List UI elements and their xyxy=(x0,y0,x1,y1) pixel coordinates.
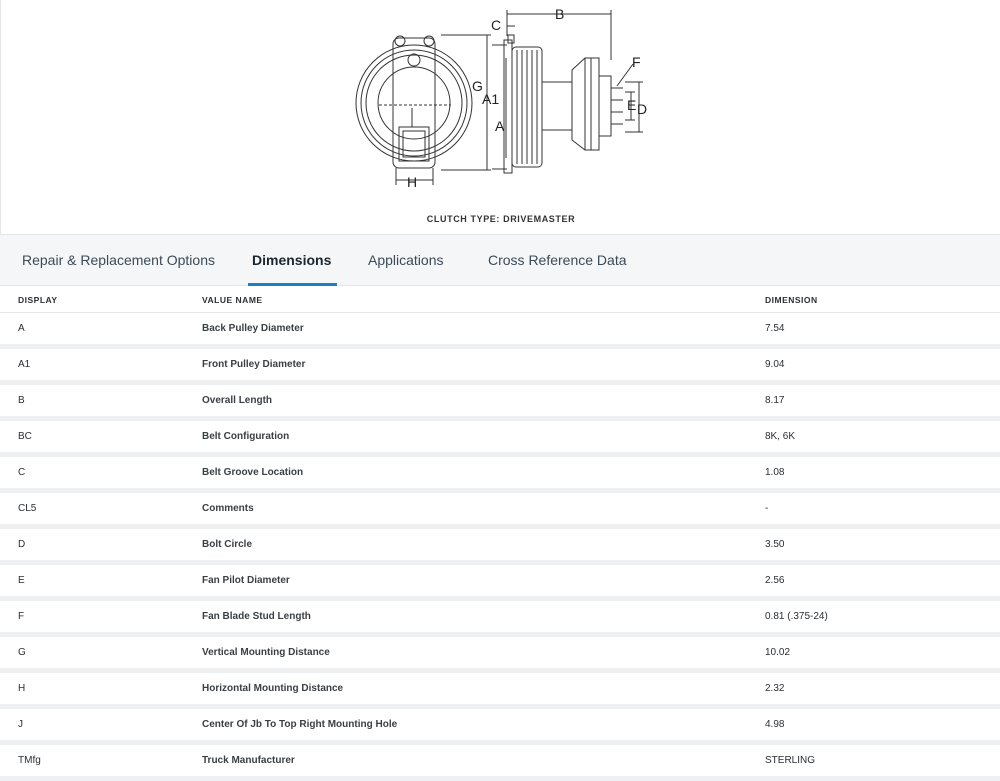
cell-value-name: Comments xyxy=(202,503,254,514)
tab-dimensions[interactable]: Dimensions xyxy=(252,235,331,285)
table-row xyxy=(0,349,1000,385)
table-row xyxy=(0,565,1000,601)
cell-display: TMfg xyxy=(18,755,41,766)
cell-display: A xyxy=(18,323,25,334)
table-row xyxy=(0,637,1000,673)
cell-display: H xyxy=(18,683,26,694)
cell-value-name: Belt Groove Location xyxy=(202,467,304,478)
tab-applications[interactable]: Applications xyxy=(368,252,444,268)
cell-dimension: 4.98 xyxy=(765,719,785,730)
header-value-name: VALUE NAME xyxy=(202,295,263,305)
cell-value-name: Horizontal Mounting Distance xyxy=(202,683,344,694)
cell-display: A1 xyxy=(18,359,31,370)
table-row xyxy=(0,313,1000,349)
table-row xyxy=(0,421,1000,457)
table-row xyxy=(0,601,1000,637)
label-f: F xyxy=(632,54,641,70)
header-dimension: DIMENSION xyxy=(765,295,818,305)
cell-dimension: 9.04 xyxy=(765,359,785,370)
cell-dimension: 1.08 xyxy=(765,467,785,478)
cell-value-name: Back Pulley Diameter xyxy=(202,323,304,334)
cell-value-name: Center Of Jb To Top Right Mounting Hole xyxy=(202,719,398,730)
cell-dimension: - xyxy=(765,503,769,514)
cell-dimension: 2.32 xyxy=(765,683,785,694)
cell-dimension: 0.81 (.375-24) xyxy=(765,611,828,622)
cell-value-name: Vertical Mounting Distance xyxy=(202,647,330,658)
cell-display: F xyxy=(18,611,25,622)
table-row xyxy=(0,709,1000,745)
cell-value-name: Bolt Circle xyxy=(202,539,253,550)
cell-display: CL5 xyxy=(18,503,37,514)
cell-dimension: 7.54 xyxy=(765,323,785,334)
label-e: E xyxy=(627,97,637,113)
table-header xyxy=(0,286,1000,313)
cell-dimension: 3.50 xyxy=(765,539,785,550)
cell-dimension: 8.17 xyxy=(765,395,785,406)
table-row xyxy=(0,385,1000,421)
cell-dimension: 2.56 xyxy=(765,575,785,586)
header-display: DISPLAY xyxy=(18,295,58,305)
label-a1: A1 xyxy=(482,91,500,107)
label-h: H xyxy=(407,174,418,190)
cell-display: D xyxy=(18,539,26,550)
cell-dimension: STERLING xyxy=(765,755,816,766)
label-a: A xyxy=(495,118,505,134)
table-row xyxy=(0,493,1000,529)
cell-dimension: 8K, 6K xyxy=(765,431,796,442)
cell-display: J xyxy=(18,719,23,730)
cell-display: G xyxy=(18,647,26,658)
cell-value-name: Front Pulley Diameter xyxy=(202,359,306,370)
tab-cross-reference[interactable]: Cross Reference Data xyxy=(488,252,627,268)
cell-value-name: Overall Length xyxy=(202,395,273,406)
label-d: D xyxy=(637,101,648,117)
label-b: B xyxy=(555,6,565,22)
cell-display: E xyxy=(18,575,25,586)
tab-bar xyxy=(0,234,1000,286)
cell-display: C xyxy=(18,467,26,478)
cell-value-name: Belt Configuration xyxy=(202,431,290,442)
clutch-diagram xyxy=(0,0,1000,234)
dimensions-table xyxy=(0,286,1000,781)
cell-display: B xyxy=(18,395,25,406)
cell-value-name: Truck Manufacturer xyxy=(202,755,295,766)
cell-value-name: Fan Blade Stud Length xyxy=(202,611,311,622)
table-row xyxy=(0,673,1000,709)
cell-dimension: 10.02 xyxy=(765,647,791,658)
tab-repair-replacement[interactable]: Repair & Replacement Options xyxy=(22,252,215,268)
clutch-drawing xyxy=(1,0,1000,212)
diagram-caption: CLUTCH TYPE: DRIVEMASTER xyxy=(426,214,576,224)
label-c: C xyxy=(491,17,502,33)
table-row xyxy=(0,457,1000,493)
cell-display: BC xyxy=(18,431,32,442)
cell-value-name: Fan Pilot Diameter xyxy=(202,575,290,586)
table-row xyxy=(0,529,1000,565)
label-g: G xyxy=(472,78,483,94)
